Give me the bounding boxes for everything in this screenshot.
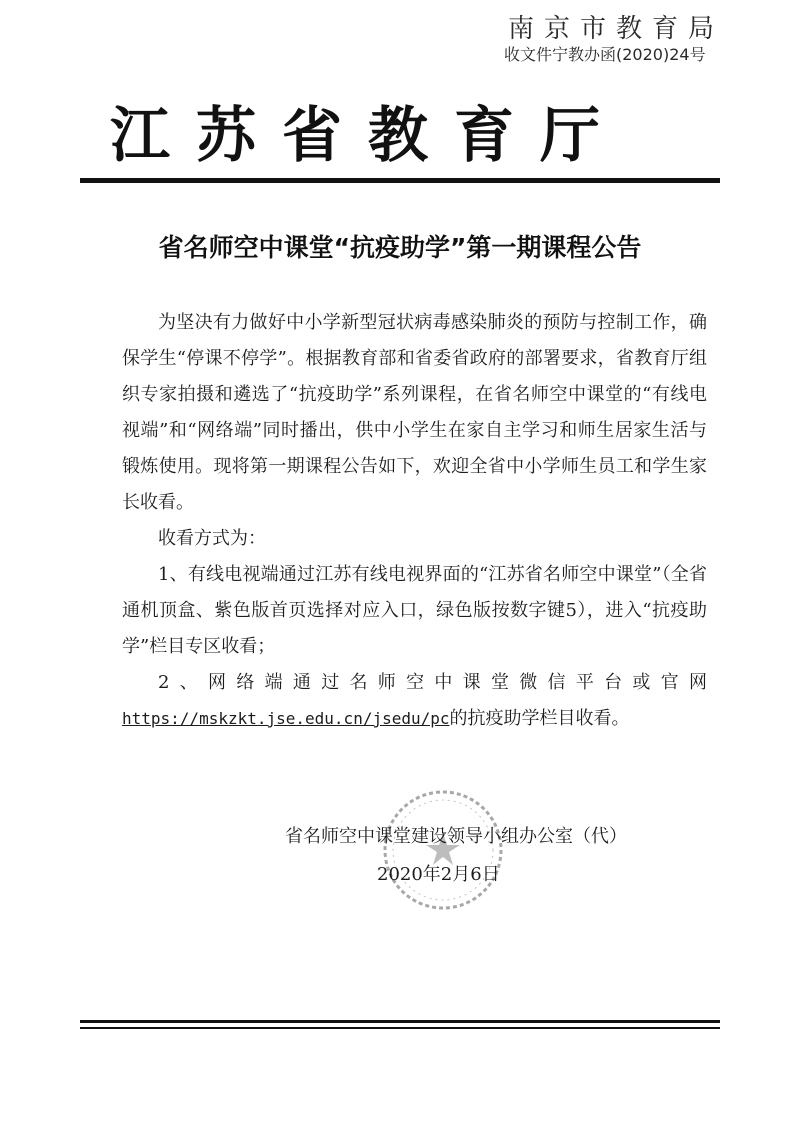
intro-paragraph: 为坚决有力做好中小学新型冠状病毒感染肺炎的预防与控制工作，确保学生“停课不停学”。根据教育部和省委省政府的部署要求，省教育厅组织专家拍摄和遴选了“抗疫助学”系列课程，在省名师空中课堂的“有线电视端”和“网络端”同时播出，供中小学生在家自主学习和师生居家生活与锻炼使用。现将第一期课程公告如下，欢迎全省中小学师生员工和学生家长收看。 xyxy=(122,312,707,513)
receipt-org: 南京市教育局 xyxy=(508,14,725,44)
footer-rule-top xyxy=(80,1020,720,1023)
masthead: 江苏省教育厅 xyxy=(110,101,626,171)
website-link[interactable]: https://mskzkt.jse.edu.cn/jsedu/pc xyxy=(122,709,450,728)
document-body xyxy=(122,305,707,737)
receipt-stamp xyxy=(500,8,780,68)
official-seal xyxy=(378,785,508,915)
method-2-prefix: 2、网络端通过名师空中课堂微信平台或官网 xyxy=(158,672,707,693)
issue-date: 2020年2月6日 xyxy=(377,864,500,885)
signature: 省名师空中课堂建设领导小组办公室（代） xyxy=(285,826,627,847)
methods-heading: 收看方式为： xyxy=(158,528,266,549)
masthead-rule xyxy=(80,178,720,183)
footer-rule-bottom xyxy=(80,1027,720,1029)
method-2-suffix: 的抗疫助学栏目收看。 xyxy=(449,708,630,729)
receipt-doc-number: 收文件宁教办函(2020)24号 xyxy=(504,45,706,64)
method-1: 1、有线电视端通过江苏有线电视界面的“江苏省名师空中课堂”（全省通机顶盒、紫色版首页选择对应入口，绿色版按数字键5），进入“抗疫助学”栏目专区收看； xyxy=(122,564,707,657)
document-title: 省名师空中课堂“抗疫助学”第一期课程公告 xyxy=(158,233,642,262)
method-2 xyxy=(122,665,707,737)
